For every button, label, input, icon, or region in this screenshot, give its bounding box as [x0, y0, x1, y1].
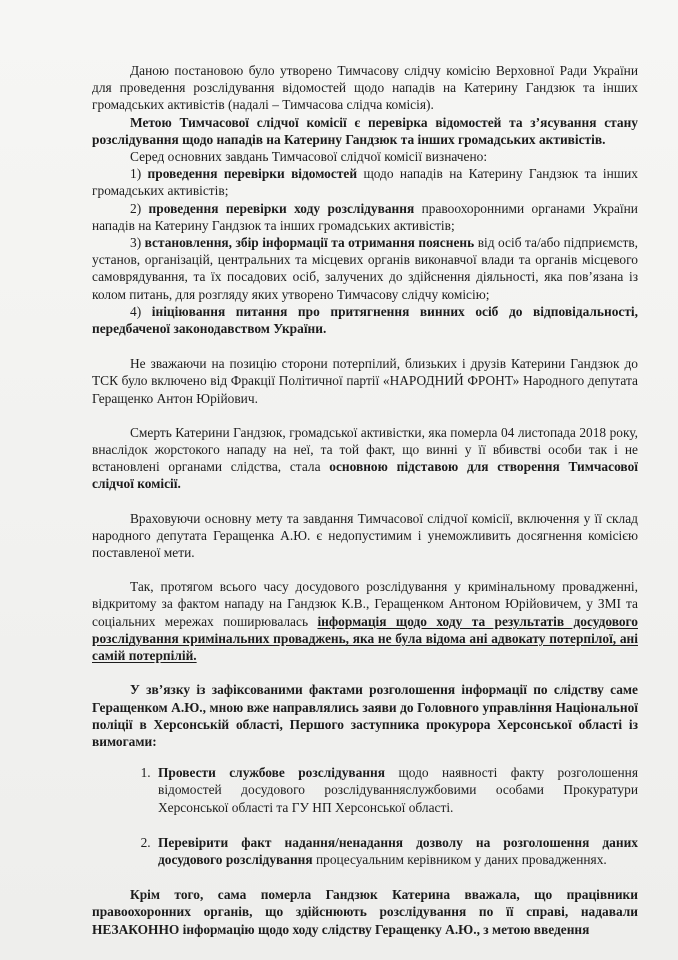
- paragraph-death: [92, 424, 638, 493]
- task-item-2: [92, 200, 638, 234]
- goal-text: Метою Тимчасової слідчої комісії є перевірка відомостей та з’ясування стану розслідування щодо нападів на Катерину Гандзюк та інших громадських активістів.: [92, 114, 638, 147]
- paragraph-statements: [92, 681, 638, 750]
- death-text: Смерть Катерини Гандзюк, громадської активістки, яка померла 04 листопада 2018 року, внаслідок жорстокого нападу на неї, та той факт, що винні у її вбивстві особи так і не встановлені органами слідства, стала: [92, 424, 638, 475]
- task-text: щодо нападів на Катерину Гандзюк та інших громадських активістів;: [92, 166, 638, 199]
- requirement-item-2: [154, 834, 638, 868]
- disclosure-bold-underlined: інформація щодо ходу та результатів досудового розслідування кримінальних проваджень, яка не була відома ані адвокату потерпілої, ані самій потерпілій.: [92, 613, 638, 664]
- requirement-bold: Провести службове розслідування: [158, 765, 386, 781]
- victim-belief-bold: Крім того, сама померла Гандзюк Катерина вважала, що працівники правоохоронних органів, що здійснюють розслідування по її справі, надавали НЕЗАКОННО інформацію щодо ходу слідству Геращенку А.Ю., з метою введення: [92, 887, 638, 937]
- paragraph-commission-goal: [92, 114, 638, 148]
- task-item-4: [92, 303, 638, 337]
- task-text: правоохоронними органами України нападів на Катерину Гандзюк та інших громадських активістів;: [92, 200, 638, 233]
- task-item-3: [92, 234, 638, 303]
- task-bold: проведення перевірки відомостей: [147, 166, 358, 182]
- task-number: 3): [130, 235, 142, 251]
- task-number: 2): [130, 200, 142, 216]
- task-bold: ініціювання питання про притягнення винних осіб до відповідальності, передбаченої законодавством України.: [92, 303, 638, 337]
- task-text: від осіб та/або підприємств, установ, організацій, центральних та місцевих органів виконавчої влади та органів місцевого самоврядування, та їх посадових осіб, залучених до здійснення діяльності, яка пов’язана із колом питань, для розгляду яких утворено Тимчасову слідчу комісію;: [92, 235, 639, 302]
- paragraph-member-inclusion: Не зважаючи на позицію сторони потерпілий, близьких і друзів Катерини Гандзюк до ТСК було включено від Фракції Політичної партії «НАРОДНИЙ ФРОНТ» Народного депутата Геращенко Антон Юрійович.: [92, 356, 638, 406]
- task-number: 4): [130, 303, 142, 319]
- statements-bold: У зв’язку із зафіксованими фактами розголошення інформації по слідству саме Геращенком А.Ю., мною вже направлялись заяви до Головного управління Національної поліції в Херсонській області, Першого заступника прокурора Херсонської області із вимогами:: [92, 682, 638, 749]
- disclosure-text: Так, протягом всього часу досудового розслідування у кримінальному провадженні, відкритому за фактом нападу на Гандзюк К.В., Геращенком Антоном Юрійовичем, у ЗМІ та соціальних мережах поширювалась: [92, 579, 638, 629]
- paragraph-tasks-intro: Серед основних завдань Тимчасової слідчої комісії визначено:: [130, 149, 488, 165]
- paragraph-inadmissible: Враховуючи основну мету та завдання Тимчасової слідчої комісії, включення у її склад народного депутата Геращенка А.Ю. є недопустимим і унеможливить досягнення комісією поставленої мети.: [92, 510, 638, 561]
- task-bold: встановлення, збір інформації та отримання пояснень: [144, 235, 475, 251]
- paragraph-disclosure: [92, 578, 638, 664]
- paragraph-commission-created: Даною постановою було утворено Тимчасову слідчу комісію Верховної Ради України для проведення розслідування відомостей щодо нападів на Катерину Гандзюк та інших громадських активістів (надалі – Тимчасова слідча комісія).: [92, 63, 638, 113]
- death-bold: основною підставою для створення Тимчасової слідчої комісії.: [92, 459, 638, 492]
- task-item-1: [92, 165, 638, 199]
- requirements-list: [92, 764, 638, 868]
- task-bold: проведення перевірки ходу розслідування: [148, 200, 415, 216]
- requirement-text: процесуальним керівником у даних провадженнях.: [315, 851, 607, 867]
- requirement-item-1: [154, 764, 638, 816]
- document-body: [92, 62, 638, 938]
- requirement-bold: Перевірити факт надання/ненадання дозволу на розголошення даних досудового розслідування: [158, 834, 638, 867]
- requirement-text: щодо наявності факту розголошення відомостей досудового розслідуванняслужбовими особами Прокуратури Херсонської області та ГУ НП Херсонської області.: [158, 765, 638, 815]
- task-number: 1): [130, 166, 142, 182]
- paragraph-victim-belief: [92, 886, 638, 938]
